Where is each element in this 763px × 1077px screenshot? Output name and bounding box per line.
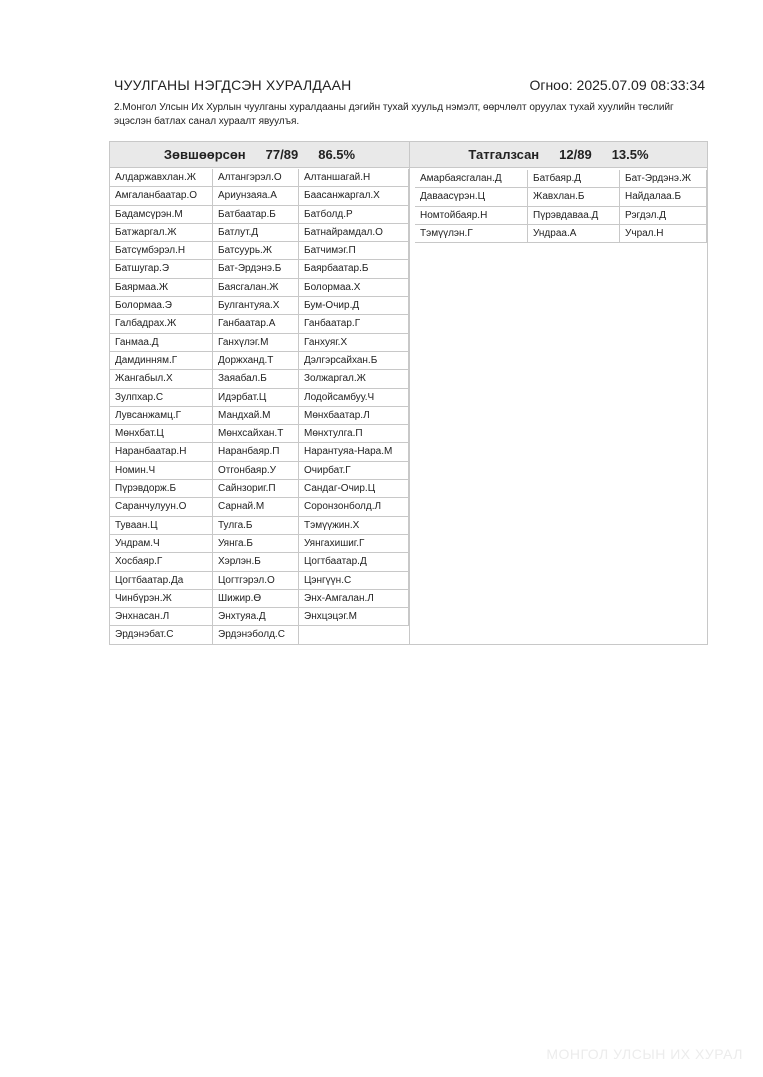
- approve-member-name: Наранбаяр.П: [213, 443, 299, 461]
- approve-member-name: Алдаржавхлан.Ж: [110, 169, 213, 187]
- approve-member-name: Идэрбат.Ц: [213, 389, 299, 407]
- approve-member-name: Батжаргал.Ж: [110, 224, 213, 242]
- approve-member-name: Ганбаатар.А: [213, 315, 299, 333]
- approve-member-name: Мөнхбаатар.Л: [299, 407, 409, 425]
- approve-member-name: Мөнхсайхан.Т: [213, 425, 299, 443]
- approve-member-name: Нарантуяа-Нара.М: [299, 443, 409, 461]
- approve-count: 77/89: [265, 147, 299, 162]
- approve-member-name: Туваан.Ц: [110, 517, 213, 535]
- approve-member-name: Хэрлэн.Б: [213, 553, 299, 571]
- approve-percent: 86.5%: [318, 147, 356, 162]
- approve-member-name: Эрдэнэбат.С: [110, 626, 213, 644]
- reject-member-name: Батбаяр.Д: [528, 170, 620, 188]
- approve-member-name: Шижир.Ө: [213, 590, 299, 608]
- approve-member-name: Цогтгэрэл.О: [213, 572, 299, 590]
- approve-member-name: Дамдинням.Г: [110, 352, 213, 370]
- approve-member-name: Батлут.Д: [213, 224, 299, 242]
- approve-member-name: Баасанжаргал.Х: [299, 187, 409, 205]
- column-divider: [409, 142, 410, 644]
- approve-member-name: Энхцэцэг.М: [299, 608, 409, 626]
- reject-member-name: Номтойбаяр.Н: [415, 207, 528, 225]
- approve-member-name: Сарнай.М: [213, 498, 299, 516]
- approve-member-name: Мөнхтулга.П: [299, 425, 409, 443]
- approve-member-name: Болормаа.Э: [110, 297, 213, 315]
- approve-member-name: Саранчулуун.О: [110, 498, 213, 516]
- approve-member-name: Хосбаяр.Г: [110, 553, 213, 571]
- reject-member-name: Учрал.Н: [620, 225, 707, 243]
- approve-member-name: Галбадрах.Ж: [110, 315, 213, 333]
- approve-member-name: Заяабал.Б: [213, 370, 299, 388]
- reject-member-name: Найдалаа.Б: [620, 188, 707, 206]
- reject-names-grid: [415, 170, 707, 243]
- approve-member-name: Сайнзориг.П: [213, 480, 299, 498]
- reject-member-name: Бат-Эрдэнэ.Ж: [620, 170, 707, 188]
- reject-member-name: Тэмүүлэн.Г: [415, 225, 528, 243]
- approve-member-name: Эрдэнэболд.С: [213, 626, 299, 644]
- approve-member-name: Тэмүүжин.Х: [299, 517, 409, 535]
- reject-member-name: Пүрэвдаваа.Д: [528, 207, 620, 225]
- approve-member-name: Алтангэрэл.О: [213, 169, 299, 187]
- approve-member-name: Отгонбаяр.У: [213, 462, 299, 480]
- approve-member-name: Ганмаа.Д: [110, 334, 213, 352]
- approve-member-name: Энхнасан.Л: [110, 608, 213, 626]
- approve-member-name: Уянгахишиг.Г: [299, 535, 409, 553]
- approve-member-name: Наранбаатар.Н: [110, 443, 213, 461]
- approve-member-name: Батболд.Р: [299, 206, 409, 224]
- approve-member-name: Алтаншагай.Н: [299, 169, 409, 187]
- approve-member-name: Мандхай.М: [213, 407, 299, 425]
- vote-results-table: [109, 141, 708, 645]
- approve-member-name: Очирбат.Г: [299, 462, 409, 480]
- reject-label: Татгалзсан: [468, 147, 540, 162]
- approve-member-name: Ариунзаяа.А: [213, 187, 299, 205]
- approve-member-name: Ганхуяг.Х: [299, 334, 409, 352]
- approve-member-name: Баясгалан.Ж: [213, 279, 299, 297]
- approve-member-name: Жангабыл.Х: [110, 370, 213, 388]
- approve-member-name: Дэлгэрсайхан.Б: [299, 352, 409, 370]
- approve-member-name: Лодойсамбуу.Ч: [299, 389, 409, 407]
- approve-member-name: Пүрэвдорж.Б: [110, 480, 213, 498]
- approve-header: [110, 142, 409, 168]
- approve-names-grid: [110, 169, 409, 645]
- vote-date: Огноо: 2025.07.09 08:33:34: [529, 77, 705, 93]
- approve-member-name: Чинбүрэн.Ж: [110, 590, 213, 608]
- approve-member-name: Ганхүлэг.М: [213, 334, 299, 352]
- approve-member-name: Сандаг-Очир.Ц: [299, 480, 409, 498]
- reject-member-name: Даваасүрэн.Ц: [415, 188, 528, 206]
- approve-member-name: Доржханд.Т: [213, 352, 299, 370]
- approve-member-name: Цогтбаатар.Д: [299, 553, 409, 571]
- approve-member-name: Батчимэг.П: [299, 242, 409, 260]
- reject-percent: 13.5%: [611, 147, 649, 162]
- approve-member-name: Бадамсүрэн.М: [110, 206, 213, 224]
- approve-member-name: Ундрам.Ч: [110, 535, 213, 553]
- approve-member-name: Золжаргал.Ж: [299, 370, 409, 388]
- approve-member-name: Булгантуяа.Х: [213, 297, 299, 315]
- approve-member-name: Баярбаатар.Б: [299, 260, 409, 278]
- reject-member-name: Ундраа.А: [528, 225, 620, 243]
- approve-member-name: Бат-Эрдэнэ.Б: [213, 260, 299, 278]
- reject-member-name: Жавхлан.Б: [528, 188, 620, 206]
- approve-member-name: Номин.Ч: [110, 462, 213, 480]
- approve-member-name: Батшугар.Э: [110, 260, 213, 278]
- page-title: ЧУУЛГАНЫ НЭГДСЭН ХУРАЛДААН: [114, 77, 352, 93]
- approve-member-name: Цогтбаатар.Да: [110, 572, 213, 590]
- reject-header: [410, 142, 707, 168]
- approve-member-name: Батбаатар.Б: [213, 206, 299, 224]
- reject-member-name: Рэгдэл.Д: [620, 207, 707, 225]
- approve-member-name: Мөнхбат.Ц: [110, 425, 213, 443]
- approve-member-name: Уянга.Б: [213, 535, 299, 553]
- approve-member-name: Лувсанжамц.Г: [110, 407, 213, 425]
- approve-member-name: Соронзонболд.Л: [299, 498, 409, 516]
- approve-member-name: Тулга.Б: [213, 517, 299, 535]
- vote-description: 2.Монгол Улсын Их Хурлын чуулганы хуралдааны дэгийн тухай хуульд нэмэлт, өөрчлөлт оруулах тухай хуулийн төслийг эцэслэн батлах санал хураалт явуулъя.: [114, 102, 674, 127]
- approve-member-name: Баярмаа.Ж: [110, 279, 213, 297]
- watermark: МОНГОЛ УЛСЫН ИХ ХУРАЛ: [546, 1046, 743, 1062]
- approve-member-name: Амгаланбаатар.О: [110, 187, 213, 205]
- approve-member-name: Батсуурь.Ж: [213, 242, 299, 260]
- approve-member-name: Батсүмбэрэл.Н: [110, 242, 213, 260]
- approve-member-name: Цэнгүүн.С: [299, 572, 409, 590]
- reject-member-name: Амарбаясгалан.Д: [415, 170, 528, 188]
- approve-member-name: Энх-Амгалан.Л: [299, 590, 409, 608]
- approve-member-name: Бум-Очир.Д: [299, 297, 409, 315]
- reject-count: 12/89: [559, 147, 592, 162]
- approve-member-name: Ганбаатар.Г: [299, 315, 409, 333]
- approve-member-name: Батнайрамдал.О: [299, 224, 409, 242]
- approve-label: Зөвшөөрсөн: [163, 147, 246, 162]
- approve-member-name: Болормаа.Х: [299, 279, 409, 297]
- approve-member-name: Энхтуяа.Д: [213, 608, 299, 626]
- approve-member-name: Зулпхар.С: [110, 389, 213, 407]
